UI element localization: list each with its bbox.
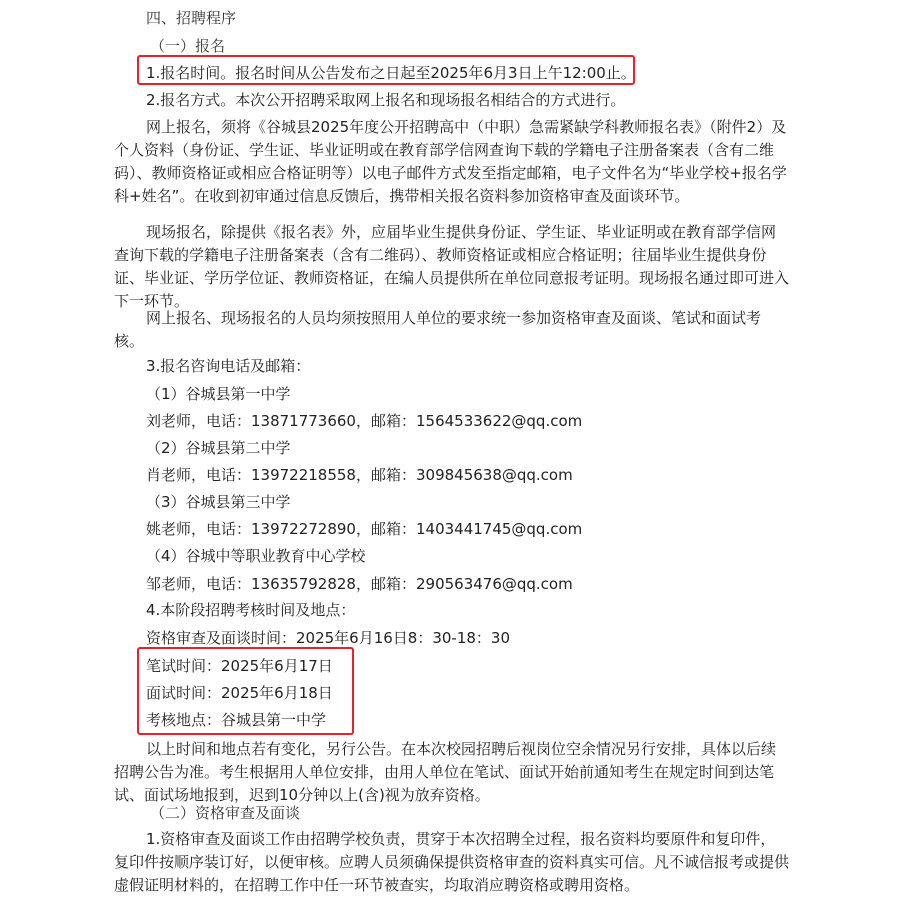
contact-school-4: （4）谷城中等职业教育中心学校 [146, 547, 366, 565]
contact-school-2: （2）谷城县第二中学 [146, 439, 291, 457]
contact-school-3: （3）谷城县第三中学 [146, 493, 291, 511]
onsite-registration-paragraph: 现场报名，除提供《报名表》外，应届毕业生提供身份证、学生证、毕业证明或在教育部学信网查询下载的学籍电子注册备案表（含有二维码）、教师资格证或相应合格证明；往届毕业生提供身份证、毕业证、学历学位证、教师资格证，在编人员提供所在单位同意报考证明。现场报名通过即可进入下一环节。 [114, 223, 790, 310]
highlight-box-registration-time [137, 55, 635, 85]
interview-time: 面试时间：2025年6月18日 [146, 684, 333, 702]
contact-school-1: （1）谷城县第一中学 [146, 385, 291, 403]
contact-detail-3: 姚老师，电话：13972272890，邮箱：1403441745@qq.com [146, 520, 583, 538]
subsection-heading-registration: （一）报名 [150, 37, 226, 55]
contact-detail-4: 邹老师，电话：13635792828，邮箱：290563476@qq.com [146, 575, 573, 593]
schedule-heading: 4.本阶段招聘考核时间及地点： [146, 601, 356, 619]
both-methods-paragraph: 网上报名、现场报名的人员均须按照用人单位的要求统一参加资格审查及面谈、笔试和面试考核。 [114, 309, 762, 350]
contact-heading: 3.报名咨询电话及邮箱： [146, 357, 311, 375]
exam-location: 考核地点：谷城县第一中学 [146, 711, 327, 729]
subsection-heading-review: （二）资格审查及面谈 [150, 804, 301, 822]
registration-time-line: 1.报名时间。报名时间从公告发布之日起至2025年6月3日上午12:00止。 [146, 64, 636, 82]
contact-detail-2: 肖老师，电话：13972218558，邮箱：309845638@qq.com [146, 466, 573, 484]
registration-method-line: 2.报名方式。本次公开招聘采取网上报名和现场报名相结合的方式进行。 [146, 91, 626, 109]
highlight-box-exam-schedule [137, 647, 354, 735]
schedule-change-paragraph: 以上时间和地点若有变化，另行公告。在本次校园招聘后视岗位空余情况另行安排，具体以后续招聘公告为准。考生根据用人单位安排，由用人单位在笔试、面试开始前通知考生在规定时间到达笔试、面试场地报到，迟到10分钟以上(含)视为放弃资格。 [114, 740, 777, 804]
contact-detail-1: 刘老师，电话：13871773660，邮箱：1564533622@qq.com [146, 412, 583, 430]
review-paragraph: 1.资格审查及面谈工作由招聘学校负责，贯穿于本次招聘全过程，报名资料均要原件和复印件，复印件按顺序装订好，以便审核。应聘人员须确保提供资格审查的资料真实可信。凡不诚信报考或提供虚假证明材料的，在招聘工作中任一环节被查实，均取消应聘资格或聘用资格。 [114, 830, 790, 894]
review-time-line: 资格审查及面谈时间：2025年6月16日8：30-18：30 [146, 629, 511, 647]
section-heading: 四、招聘程序 [146, 9, 237, 27]
written-exam-time: 笔试时间：2025年6月17日 [146, 657, 333, 675]
online-registration-paragraph: 网上报名，须将《谷城县2025年度公开招聘高中（中职）急需紧缺学科教师报名表》（附件2）及个人资料（身份证、学生证、毕业证明或在教育部学信网查询下载的学籍电子注册备案表（含有二维码）、教师资格证或相应合格证明等）以电子邮件方式发至指定邮箱，电子文件名为“毕业学校+报名学科+姓名”。在收到初审通过信息反馈后，携带相关报名资料参加资格审查及面谈环节。 [114, 118, 787, 205]
